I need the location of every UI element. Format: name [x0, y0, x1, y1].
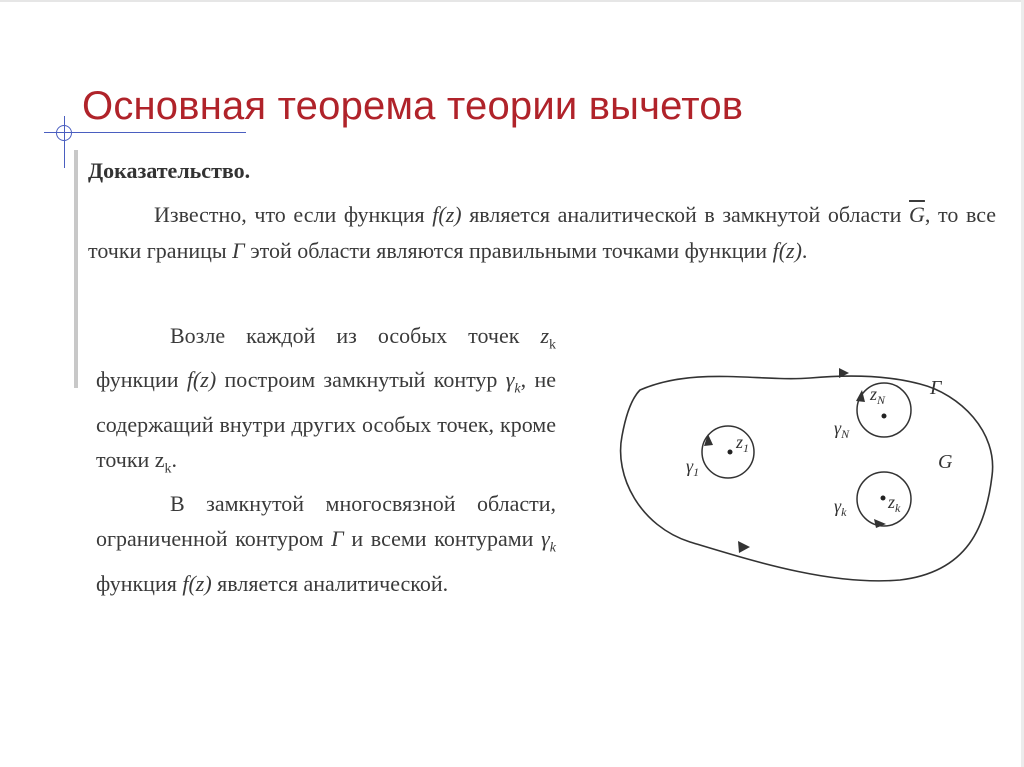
paragraph-contours-2: В замкнутой многосвязной области, ограниченной контуром Г и всеми контурами $\gamma_k$ функция f(z) является аналитической.	[96, 491, 557, 596]
label-gamma-n: $\gamma_N$	[834, 418, 850, 441]
point-z1	[728, 450, 733, 455]
paragraph-contours	[96, 318, 556, 601]
multiply-connected-region-diagram	[600, 356, 1000, 596]
label-gamma-1: $\gamma_1$	[686, 456, 700, 479]
crosshair-circle-icon	[56, 125, 72, 141]
paragraph-contours-1: Возле каждой из особых точек $z_k$ функции f(z) построим замкнутый контур $\gamma_k$, не содержащий внутри других особых точек, кроме точки $z_k$.	[96, 323, 556, 477]
outer-arrow-bottom	[738, 541, 750, 553]
label-region-g: G	[938, 451, 953, 473]
label-gamma-k: $\gamma_k$	[834, 496, 847, 519]
label-zn: $z_N$	[870, 384, 886, 407]
slide-title: Основная теорема теории вычетов	[82, 84, 744, 128]
point-zn	[882, 414, 887, 419]
paragraph-intro: Известно, что если функция f(z) является аналитической в замкнутой области $\overline{G}$, то все точки границы Г этой области являются правильными точками функции f(z).	[88, 202, 997, 263]
title-underline	[44, 132, 246, 133]
g-bar-symbol: $\overline{G}$	[909, 202, 925, 227]
label-z1: $z_1$	[736, 432, 750, 455]
label-outer-gamma: Г	[930, 377, 942, 399]
slide-frame-top	[0, 0, 1024, 2]
outer-contour	[621, 376, 993, 581]
proof-heading: Доказательство.	[88, 158, 251, 183]
label-zk: $z_k$	[888, 492, 901, 515]
contour-gamma-n	[857, 383, 911, 437]
point-zk	[881, 496, 886, 501]
side-accent-line	[74, 150, 78, 388]
title-vertical-mark	[64, 116, 65, 168]
